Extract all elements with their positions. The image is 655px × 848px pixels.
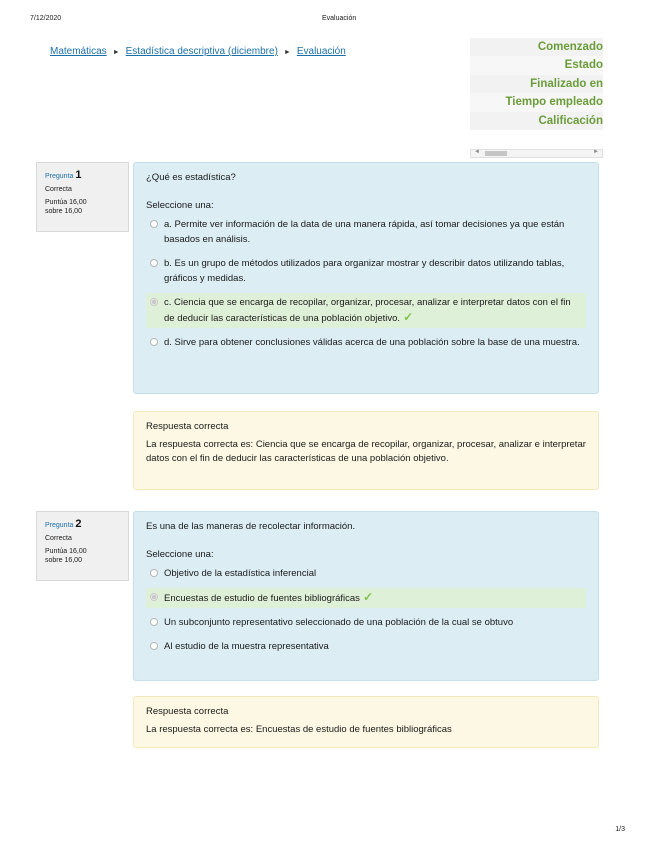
- radio-button[interactable]: [150, 259, 158, 267]
- summary-row-finalizado: Finalizado en: [530, 77, 603, 90]
- feedback-text: La respuesta correcta es: Encuestas de estudio de fuentes bibliográficas: [146, 724, 452, 735]
- option-label: Objetivo de la estadística inferencial: [164, 568, 317, 579]
- question-1-feedback: [133, 411, 599, 490]
- feedback-title: Respuesta correcta: [146, 706, 229, 717]
- option-b[interactable]: [146, 254, 586, 288]
- radio-button[interactable]: [150, 338, 158, 346]
- select-one-prompt: Seleccione una:: [146, 549, 214, 560]
- question-2-feedback: [133, 696, 599, 748]
- radio-button[interactable]: [150, 642, 158, 650]
- option-label: Un subconjunto representativo seleccionado de una población de la cual se obtuvo: [164, 617, 514, 628]
- option-3[interactable]: [146, 613, 586, 632]
- scroll-left-arrow-icon[interactable]: ◄: [474, 149, 480, 155]
- page-number: 1/3: [615, 826, 625, 833]
- print-date: 7/12/2020: [30, 15, 62, 22]
- radio-button[interactable]: [150, 569, 158, 577]
- print-title: Evaluación: [322, 15, 357, 22]
- breadcrumb-separator-icon: ►: [283, 49, 291, 56]
- option-4[interactable]: [146, 637, 586, 656]
- breadcrumb-link-matematicas[interactable]: Matemáticas: [50, 46, 107, 57]
- summary-row-estado: Estado: [470, 56, 603, 74]
- question-text: Es una de las maneras de recolectar información.: [146, 521, 356, 532]
- scrollbar-thumb[interactable]: [485, 151, 507, 156]
- option-a[interactable]: [146, 215, 586, 249]
- attempt-summary-table: [470, 38, 603, 130]
- question-grade: Puntúa 16,00 sobre 16,00: [45, 548, 87, 564]
- question-grade: Puntúa 16,00 sobre 16,00: [45, 199, 87, 215]
- option-label: d. Sirve para obtener conclusiones válidas acerca de una población sobre la base de una muestra.: [164, 337, 580, 348]
- option-d[interactable]: [146, 333, 586, 352]
- option-c-selected[interactable]: [146, 293, 586, 328]
- question-2-content: [133, 511, 599, 681]
- breadcrumb-link-evaluacion[interactable]: Evaluación: [296, 46, 346, 57]
- feedback-title: Respuesta correcta: [146, 421, 229, 432]
- radio-button-selected[interactable]: [150, 298, 158, 306]
- radio-button[interactable]: [150, 618, 158, 626]
- question-number: Pregunta 2: [45, 518, 82, 530]
- option-2-selected[interactable]: [146, 588, 586, 608]
- question-state: Correcta: [45, 535, 72, 542]
- option-label: Al estudio de la muestra representativa: [164, 641, 329, 652]
- question-1-info: [36, 162, 129, 232]
- option-label: Encuestas de estudio de fuentes bibliográficas ✓: [164, 590, 373, 604]
- breadcrumb-link-estadistica[interactable]: Estadística descriptiva (diciembre): [125, 46, 278, 57]
- question-state: Correcta: [45, 186, 72, 193]
- option-1[interactable]: [146, 564, 586, 583]
- option-label: a. Permite ver información de la data de una manera rápida, así tomar decisiones ya que están basados en análisis.: [164, 219, 565, 245]
- check-icon: ✓: [362, 590, 373, 604]
- summary-row-calificacion: Calificación: [538, 114, 603, 127]
- question-number: Pregunta 1: [45, 169, 82, 181]
- option-label: b. Es un grupo de métodos utilizados para organizar mostrar y describir datos utilizando tablas, gráficos y medidas.: [164, 258, 565, 284]
- breadcrumb: [50, 46, 405, 57]
- check-icon: ✓: [403, 310, 414, 324]
- question-text: ¿Qué es estadística?: [146, 172, 236, 183]
- breadcrumb-separator-icon: ►: [112, 49, 120, 56]
- radio-button[interactable]: [150, 220, 158, 228]
- question-2-info: [36, 511, 129, 581]
- select-one-prompt: Seleccione una:: [146, 200, 214, 211]
- question-1-content: [133, 162, 599, 394]
- radio-button-selected[interactable]: [150, 593, 158, 601]
- summary-row-tiempo: Tiempo empleado: [470, 93, 603, 111]
- summary-row-comenzado: Comenzado: [537, 41, 603, 53]
- feedback-text: La respuesta correcta es: Ciencia que se encarga de recopilar, organizar, procesar, analizar e interpretar datos con el fin de deducir las características de una población objetivo.: [146, 439, 586, 464]
- summary-horizontal-scrollbar[interactable]: [470, 149, 603, 158]
- option-label: c. Ciencia que se encarga de recopilar, organizar, procesar, analizar e interpretar datos con el fin de deducir las características de una población objetivo. ✓: [164, 297, 571, 324]
- scroll-right-arrow-icon[interactable]: ►: [593, 149, 599, 155]
